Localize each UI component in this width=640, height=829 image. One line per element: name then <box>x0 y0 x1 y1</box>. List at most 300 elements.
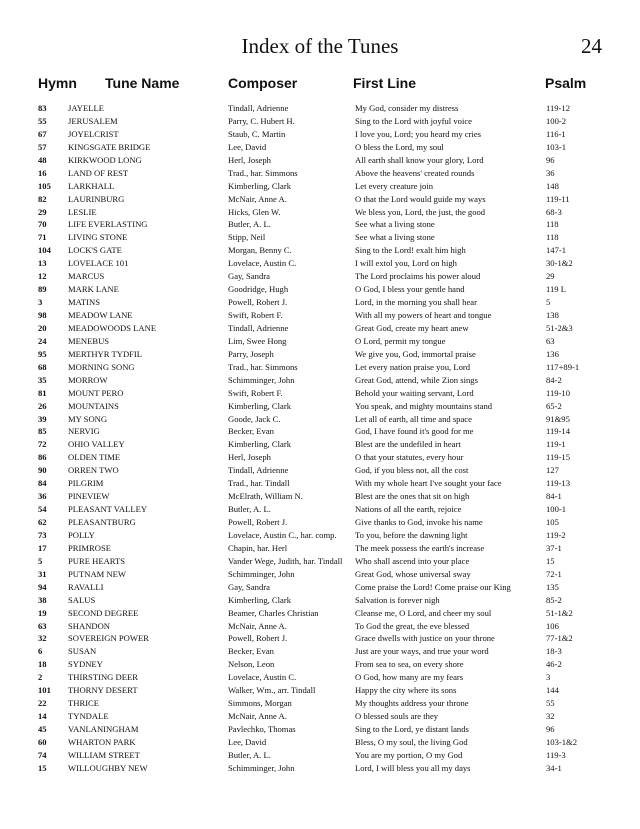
table-row <box>0 762 640 775</box>
first-line: See what a living stone <box>355 219 435 230</box>
hymn-number: 90 <box>38 465 47 476</box>
first-line: O that your statutes, every hour <box>355 452 464 463</box>
composer: Simmons, Morgan <box>228 698 292 709</box>
first-line: Let every creature join <box>355 180 434 191</box>
hymn-number: 70 <box>38 219 47 230</box>
hymn-number: 81 <box>38 387 47 398</box>
psalm: 32 <box>546 711 555 722</box>
psalm: 30-1&2 <box>546 258 573 269</box>
first-line: God, if you bless not, all the cost <box>355 465 469 476</box>
first-line: From sea to sea, on every shore <box>355 659 464 670</box>
psalm: 103-1 <box>546 141 567 152</box>
composer: Staub, C. Martin <box>228 128 286 139</box>
composer: Lee, David <box>228 736 267 747</box>
hymn-number: 32 <box>38 633 47 644</box>
hymn-number: 29 <box>38 206 47 217</box>
hymn-number: 95 <box>38 348 47 359</box>
hymn-number: 19 <box>38 607 47 618</box>
psalm: 135 <box>546 581 559 592</box>
table-row <box>0 749 640 762</box>
hymn-number: 12 <box>38 271 47 282</box>
psalm: 100-2 <box>546 115 567 126</box>
composer: Kimberling, Clark <box>228 180 292 191</box>
first-line: O God, I bless your gentle hand <box>355 284 465 295</box>
hymn-number: 24 <box>38 335 47 346</box>
table-row <box>0 348 640 361</box>
hymn-number: 36 <box>38 491 47 502</box>
table-row <box>0 257 640 270</box>
page-number: 24 <box>581 34 602 58</box>
psalm: 36 <box>546 167 555 178</box>
psalm: 117+89-1 <box>546 361 580 372</box>
first-line: Sing to the Lord! exalt him high <box>355 245 466 256</box>
hymn-number: 2 <box>38 672 43 683</box>
page-title: Index of the Tunes <box>241 34 399 58</box>
table-row <box>0 658 640 671</box>
hymn-number: 26 <box>38 400 47 411</box>
tune-name: POLLY <box>68 529 95 540</box>
psalm: 37-1 <box>546 542 562 553</box>
tune-name: THIRSTING DEER <box>68 672 138 683</box>
psalm: 118 <box>546 219 559 230</box>
composer: Herl, Joseph <box>228 452 271 463</box>
composer: Becker, Evan <box>228 646 274 657</box>
hymn-number: 101 <box>38 685 51 696</box>
psalm: 84-2 <box>546 374 562 385</box>
first-line: Come praise the Lord! Come praise our King <box>355 581 511 592</box>
tune-name: LAND OF REST <box>68 167 129 178</box>
composer: Beamer, Charles Christian <box>228 607 319 618</box>
tune-name: RAVALLI <box>68 581 104 592</box>
hymn-number: 35 <box>38 374 47 385</box>
composer: Lovelace, Austin C., har. comp. <box>228 529 337 540</box>
table-row <box>0 438 640 451</box>
composer: Nelson, Leon <box>228 659 275 670</box>
tune-name: NERVIG <box>68 426 100 437</box>
psalm: 96 <box>546 724 555 734</box>
composer: Lovelace, Austin C. <box>228 672 297 683</box>
hymn-number: 85 <box>38 426 47 437</box>
hymn-number: 31 <box>38 568 47 579</box>
hymn-number: 73 <box>38 529 47 540</box>
table-row <box>0 115 640 128</box>
composer: Trad., har. Simmons <box>228 167 298 178</box>
tune-name: KINGSGATE BRIDGE <box>68 141 151 152</box>
composer: Tindall, Adrienne <box>228 103 289 113</box>
psalm: 51-2&3 <box>546 322 573 333</box>
table-header <box>0 74 640 94</box>
tune-name: MEADOW LANE <box>68 310 133 320</box>
first-line: We bless you, Lord, the just, the good <box>355 206 486 217</box>
first-line: All earth shall know your glory, Lord <box>355 154 484 165</box>
psalm: 46-2 <box>546 659 562 670</box>
table-row <box>0 400 640 413</box>
table-row <box>0 568 640 581</box>
hymn-number: 3 <box>38 297 43 308</box>
tune-name: WHARTON PARK <box>68 736 136 747</box>
table-row <box>0 206 640 219</box>
tune-name: OHIO VALLEY <box>68 439 125 450</box>
composer: Gay, Sandra <box>228 271 270 282</box>
psalm: 65-2 <box>546 400 562 411</box>
tune-name: PLEASANTBURG <box>68 517 136 527</box>
first-line: My thoughts address your throne <box>355 698 469 709</box>
tune-name: LESLIE <box>68 206 97 217</box>
first-line: Above the heavens' created rounds <box>355 167 475 178</box>
composer: Powell, Robert J. <box>228 633 288 644</box>
psalm: 119-3 <box>546 749 566 760</box>
tune-name: WILLOUGHBY NEW <box>68 762 148 773</box>
tune-name: MY SONG <box>68 413 108 424</box>
first-line: Let every nation praise you, Lord <box>355 361 471 372</box>
first-line: The Lord proclaims his power aloud <box>355 271 481 282</box>
composer: Schimminger, John <box>228 762 295 773</box>
composer: Kimberling, Clark <box>228 439 292 450</box>
hymn-number: 68 <box>38 361 47 372</box>
psalm: 144 <box>546 685 559 696</box>
tune-name: SOVEREIGN POWER <box>68 633 149 644</box>
first-line: O God, how many are my fears <box>355 672 464 683</box>
composer: Morgan, Benny C. <box>228 245 292 256</box>
composer: Lovelace, Austin C. <box>228 258 297 269</box>
table-row <box>0 413 640 426</box>
hymn-number: 86 <box>38 452 47 463</box>
first-line: O that the Lord would guide my ways <box>355 193 486 204</box>
tune-name: MORNING SONG <box>68 361 135 372</box>
hymn-number: 39 <box>38 413 47 424</box>
composer: Walker, Wm., arr. Tindall <box>228 685 316 696</box>
first-line: We give you, God, immortal praise <box>355 348 476 359</box>
hymn-number: 14 <box>38 711 47 722</box>
first-line: Let all of earth, all time and space <box>355 413 472 424</box>
hymn-number: 83 <box>38 103 47 113</box>
table-row <box>0 244 640 257</box>
tune-index-table <box>0 102 640 775</box>
table-row <box>0 529 640 542</box>
tune-name: LOCK'S GATE <box>68 245 122 256</box>
psalm: 119-13 <box>546 478 571 489</box>
tune-name: SYDNEY <box>68 659 103 670</box>
psalm: 18-3 <box>546 646 562 657</box>
hymn-number: 74 <box>38 749 47 760</box>
table-row <box>0 335 640 348</box>
psalm: 119-15 <box>546 452 571 463</box>
tune-name: THRICE <box>68 698 100 709</box>
psalm: 85-2 <box>546 594 562 605</box>
first-line: I will extol you, Lord on high <box>355 258 457 269</box>
composer: Stipp, Neil <box>228 232 266 243</box>
first-line: O bless the Lord, my soul <box>355 141 444 152</box>
table-row <box>0 710 640 723</box>
table-row <box>0 180 640 193</box>
hymn-number: 16 <box>38 167 47 178</box>
first-line: With all my powers of heart and tongue <box>355 310 492 320</box>
composer: Parry, Joseph <box>228 348 274 359</box>
tune-name: LARKHALL <box>68 180 115 191</box>
tune-name: TYNDALE <box>68 711 109 722</box>
psalm: 103-1&2 <box>546 736 578 747</box>
table-row <box>0 632 640 645</box>
hymn-number: 57 <box>38 141 47 152</box>
psalm: 138 <box>546 310 559 320</box>
tune-name: MOUNT PERO <box>68 387 124 398</box>
psalm: 68-3 <box>546 206 562 217</box>
composer: Herl, Joseph <box>228 154 271 165</box>
psalm: 5 <box>546 297 551 308</box>
tune-name: SALUS <box>68 594 96 605</box>
tune-name: JERUSALEM <box>68 115 118 126</box>
hymn-number: 48 <box>38 154 47 165</box>
psalm: 29 <box>546 271 555 282</box>
hymn-number: 22 <box>38 698 47 709</box>
composer: Powell, Robert J. <box>228 517 288 527</box>
table-row <box>0 581 640 594</box>
hymn-number: 98 <box>38 310 47 320</box>
first-line: To God the great, the eve blessed <box>355 620 470 631</box>
table-row <box>0 309 640 322</box>
first-line: I love you, Lord; you heard my cries <box>355 128 482 139</box>
psalm: 77-1&2 <box>546 633 573 644</box>
table-row <box>0 607 640 620</box>
composer: McNair, Anne A. <box>228 193 287 204</box>
table-row <box>0 154 640 167</box>
first-line: Blest are the undefiled in heart <box>355 439 461 450</box>
hymn-number: 71 <box>38 232 47 243</box>
composer: McElrath, William N. <box>228 491 303 502</box>
tune-name: LIVING STONE <box>68 232 128 243</box>
psalm: 119-1 <box>546 439 566 450</box>
table-row <box>0 167 640 180</box>
hymn-number: 20 <box>38 322 47 333</box>
psalm: 84-1 <box>546 491 562 502</box>
first-line: Lord, I will bless you all my days <box>355 762 471 773</box>
first-line: Cleanse me, O Lord, and cheer my soul <box>355 607 492 618</box>
composer: McNair, Anne A. <box>228 711 287 722</box>
psalm: 119-10 <box>546 387 571 398</box>
first-line: Behold your waiting servant, Lord <box>355 387 474 398</box>
table-row <box>0 477 640 490</box>
hymn-number: 45 <box>38 724 47 734</box>
first-line: To you, before the dawning light <box>355 529 468 540</box>
first-line: You are my portion, O my God <box>355 749 463 760</box>
table-row <box>0 555 640 568</box>
composer: Tindall, Adrienne <box>228 465 289 476</box>
table-row <box>0 141 640 154</box>
table-row <box>0 387 640 400</box>
psalm: 51-1&2 <box>546 607 573 618</box>
tune-name: JOYELCRIST <box>68 128 119 139</box>
tune-name: LOVELACE 101 <box>68 258 129 269</box>
table-row <box>0 671 640 684</box>
composer: Butler, A. L. <box>228 219 271 230</box>
first-line: With my whole heart I've sought your face <box>355 478 502 489</box>
composer: McNair, Anne A. <box>228 620 287 631</box>
psalm: 15 <box>546 555 555 566</box>
composer: Goode, Jack C. <box>228 413 281 424</box>
psalm: 34-1 <box>546 762 562 773</box>
tune-name: SHANDON <box>68 620 111 631</box>
first-line: O blessed souls are they <box>355 711 439 722</box>
composer: Trad., har. Simmons <box>228 361 298 372</box>
table-row <box>0 736 640 749</box>
tune-name: ORREN TWO <box>68 465 119 476</box>
table-row <box>0 374 640 387</box>
first-line: My God, consider my distress <box>355 103 459 113</box>
first-line: Great God, create my heart anew <box>355 322 469 333</box>
psalm: 100-1 <box>546 504 567 515</box>
hymn-number: 17 <box>38 542 47 553</box>
psalm: 105 <box>546 517 559 527</box>
table-row <box>0 296 640 309</box>
tune-name: PLEASANT VALLEY <box>68 504 148 515</box>
composer: Kimberling, Clark <box>228 594 292 605</box>
table-row <box>0 503 640 516</box>
psalm: 119 L <box>546 284 566 295</box>
header-composer: Composer <box>228 75 298 91</box>
composer: Butler, A. L. <box>228 749 271 760</box>
tune-name: MARCUS <box>68 271 105 282</box>
table-row <box>0 620 640 633</box>
table-row <box>0 231 640 244</box>
first-line: Great God, whose universal sway <box>355 568 471 579</box>
first-line: You speak, and mighty mountains stand <box>355 400 493 411</box>
composer: Schimminger, John <box>228 374 295 385</box>
composer: Parry, C. Hubert H. <box>228 115 295 126</box>
psalm: 116-1 <box>546 128 566 139</box>
hymn-number: 60 <box>38 736 47 747</box>
table-row <box>0 464 640 477</box>
table-row <box>0 490 640 503</box>
table-row <box>0 697 640 710</box>
hymn-number: 105 <box>38 180 51 191</box>
hymn-number: 18 <box>38 659 47 670</box>
tune-name: THORNY DESERT <box>68 685 138 696</box>
psalm: 127 <box>546 465 559 476</box>
composer: Goodridge, Hugh <box>228 284 289 295</box>
composer: Butler, A. L. <box>228 504 271 515</box>
tune-name: PILGRIM <box>68 478 104 489</box>
first-line: The meek possess the earth's increase <box>355 542 485 553</box>
tune-name: PUTNAM NEW <box>68 568 127 579</box>
psalm: 96 <box>546 154 555 165</box>
first-line: Blest are the ones that sit on high <box>355 491 470 502</box>
tune-name: MATINS <box>68 297 100 308</box>
hymn-number: 15 <box>38 762 47 773</box>
composer: Gay, Sandra <box>228 581 270 592</box>
header-first-line: First Line <box>353 75 417 91</box>
psalm: 136 <box>546 348 559 359</box>
psalm: 91&95 <box>546 413 570 424</box>
table-row <box>0 361 640 374</box>
tune-name: LAURINBURG <box>68 193 125 204</box>
psalm: 72-1 <box>546 568 562 579</box>
composer: Pavlechko, Thomas <box>228 724 296 734</box>
composer: Powell, Robert J. <box>228 297 288 308</box>
hymn-number: 72 <box>38 439 47 450</box>
composer: Swift, Robert F. <box>228 387 283 398</box>
psalm: 106 <box>546 620 559 631</box>
tune-name: JAYELLE <box>68 103 104 113</box>
tune-name: MARK LANE <box>68 284 119 295</box>
psalm: 119-14 <box>546 426 571 437</box>
first-line: Give thanks to God, invoke his name <box>355 517 483 527</box>
tune-name: MEADOWOODS LANE <box>68 322 157 333</box>
psalm: 147-1 <box>546 245 567 256</box>
composer: Kimberling, Clark <box>228 400 292 411</box>
table-row <box>0 723 640 736</box>
tune-name: WILLIAM STREET <box>68 749 140 760</box>
psalm: 119-11 <box>546 193 570 204</box>
tune-name: MOUNTAINS <box>68 400 119 411</box>
header-psalm: Psalm <box>545 75 587 91</box>
table-row <box>0 283 640 296</box>
psalm: 119-12 <box>546 103 571 113</box>
psalm: 55 <box>546 698 555 709</box>
header-hymn: Hymn <box>38 75 77 91</box>
first-line: Sing to the Lord, ye distant lands <box>355 724 469 734</box>
table-row <box>0 594 640 607</box>
composer: Trad., har. Tindall <box>228 478 290 489</box>
tune-name: LIFE EVERLASTING <box>68 219 148 230</box>
first-line: Sing to the Lord with joyful voice <box>355 115 472 126</box>
tune-name: SECOND DEGREE <box>68 607 139 618</box>
composer: Chapin, har. Herl <box>228 542 288 553</box>
psalm: 119-2 <box>546 529 566 540</box>
table-row <box>0 516 640 529</box>
composer: Tindall, Adrienne <box>228 322 289 333</box>
tune-name: PINEVIEW <box>68 491 110 502</box>
table-row <box>0 451 640 464</box>
tune-name: PRIMROSE <box>68 542 111 553</box>
table-row <box>0 218 640 231</box>
table-row <box>0 425 640 438</box>
hymn-number: 55 <box>38 115 47 126</box>
hymn-number: 62 <box>38 517 47 527</box>
composer: Vander Wege, Judith, har. Tindall <box>228 555 343 566</box>
first-line: Nations of all the earth, rejoice <box>355 504 462 515</box>
composer: Hicks, Glen W. <box>228 206 281 217</box>
table-row <box>0 102 640 115</box>
first-line: Great God, attend, while Zion sings <box>355 374 478 385</box>
table-row <box>0 542 640 555</box>
first-line: Grace dwells with justice on your throne <box>355 633 495 644</box>
hymn-number: 94 <box>38 581 47 592</box>
table-row <box>0 270 640 283</box>
hymn-number: 82 <box>38 193 47 204</box>
composer: Schimminger, John <box>228 568 295 579</box>
tune-name: PURE HEARTS <box>68 555 126 566</box>
tune-name: KIRKWOOD LONG <box>68 154 142 165</box>
first-line: Who shall ascend into your place <box>355 555 470 566</box>
table-row <box>0 684 640 697</box>
composer: Becker, Evan <box>228 426 274 437</box>
hymn-number: 63 <box>38 620 47 631</box>
hymn-number: 54 <box>38 504 47 515</box>
psalm: 63 <box>546 335 555 346</box>
first-line: Bless, O my soul, the living God <box>355 736 468 747</box>
header-tune-name: Tune Name <box>105 75 180 91</box>
hymn-number: 67 <box>38 128 47 139</box>
hymn-number: 38 <box>38 594 47 605</box>
first-line: Lord, in the morning you shall hear <box>355 297 477 308</box>
first-line: God, I have found it's good for me <box>355 426 474 437</box>
hymn-number: 84 <box>38 478 47 489</box>
tune-name: MENEBUS <box>68 335 110 346</box>
tune-name: MERTHYR TYDFIL <box>68 348 143 359</box>
hymn-number: 13 <box>38 258 47 269</box>
first-line: O Lord, permit my tongue <box>355 335 446 346</box>
tune-name: VANLANINGHAM <box>68 724 139 734</box>
